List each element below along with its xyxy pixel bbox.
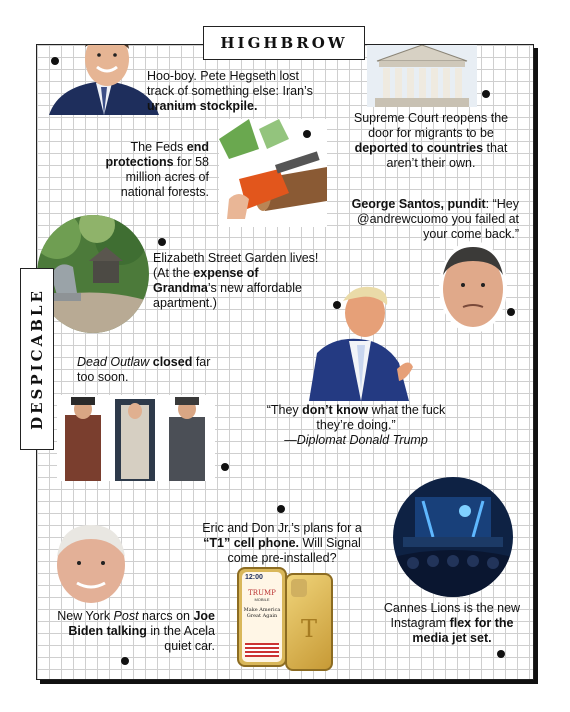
supreme-court-photo [367,44,477,107]
axis-top-label: HIGHBROW [203,26,365,60]
phone-screen-flag [245,643,279,657]
caption-santos: George Santos, pundit: “Hey @andrewcuomo you failed at your come back.” [351,197,519,241]
phone-screen-slogan: Make America Great Again [243,607,281,619]
caption-biden: New York Post narcs on Joe Biden talking in the Acela quiet car. [57,609,215,653]
dot-phone-top [277,505,285,513]
trump-photo [309,283,419,401]
cuomo-photo [439,241,507,333]
grid-board [36,44,534,680]
dot-feds [303,130,311,138]
biden-photo [51,517,131,607]
dot-left-top [51,57,59,65]
axis-side-label [20,268,54,450]
dot-garden [158,238,166,246]
t1-phone-front [237,567,287,667]
caption-hegseth: Hoo-boy. Pete Hegseth lost track of something else: Iran’s uranium stockpile. [147,69,313,113]
caption-trump-quote: “They don’t know what the fuck they’re doing.” —Diplomat Donald Trump [261,403,451,448]
caption-phone: Eric and Don Jr.’s plans for a “T1” cell phone. Will Signal come pre-installed? [202,521,362,565]
dot-cannes [497,650,505,658]
dot-outlaw [221,463,229,471]
phone-screen-brand: TRUMP [248,589,276,597]
caption-cannes: Cannes Lions is the new Instagram flex for the media jet set. [383,601,521,645]
cannes-photo [393,477,513,597]
phone-back-letter: T [300,615,317,643]
caption-dead-outlaw: Dead Outlaw closed far too soon. [77,355,211,384]
caption-garden: Elizabeth Street Garden lives! (At the expense of Grandma’s new affordable apartment.) [153,251,319,310]
phone-screen-time: 12:00 [245,574,263,581]
dot-right-middle [507,308,515,316]
phone-screen-sub: MOBILE [254,597,270,602]
hegseth-photo [49,44,159,115]
caption-supreme-court: Supreme Court reopens the door for migrants to be deported to countries that aren’t their own. [353,111,509,170]
t1-phone-back [285,573,333,671]
dot-right-top [482,90,490,98]
axis-side-text: DESPICABLE [28,288,46,430]
dead-outlaw-photo [57,395,215,481]
trump-attribution: —Diplomat Donald Trump [284,433,428,447]
phone-camera-icon [291,579,307,597]
dot-biden [121,657,129,665]
caption-feds: The Feds end protections for 58 million acres of national forests. [105,140,209,199]
